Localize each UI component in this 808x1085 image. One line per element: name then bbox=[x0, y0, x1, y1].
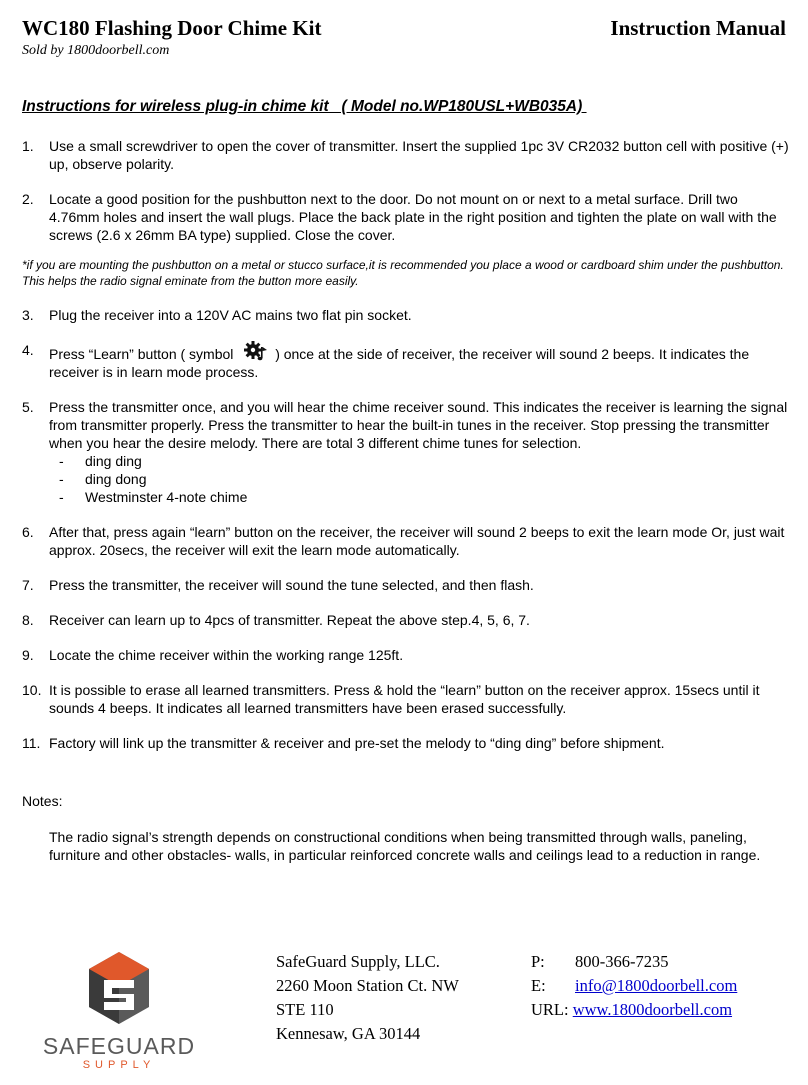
step-10 bbox=[22, 681, 792, 717]
contact-info bbox=[531, 950, 737, 1022]
step-text: After that, press again “learn” button on the receiver, the receiver will sound 2 beeps to exit the learn mode Or, just wait approx. 20secs, the receiver will exit the learn mode automatically. bbox=[49, 524, 785, 558]
tune-dash: - bbox=[59, 489, 64, 505]
phone-row bbox=[531, 950, 737, 974]
tune-item bbox=[49, 488, 792, 506]
step-1 bbox=[22, 137, 792, 173]
tune-name: Westminster 4-note chime bbox=[85, 489, 248, 505]
step-text-before: Press “Learn” button ( symbol bbox=[49, 346, 234, 362]
manual-type: Instruction Manual bbox=[610, 16, 786, 40]
tune-item bbox=[49, 470, 792, 488]
step-text: Use a small screwdriver to open the cover of transmitter. Insert the supplied 1pc 3V CR2032 button cell with positive (+) up, observe polarity. bbox=[49, 138, 789, 172]
instructions bbox=[22, 137, 792, 864]
section-title: Instructions for wireless plug-in chime kit ( Model no.WP180USL+WB035A) bbox=[22, 98, 587, 115]
step-4 bbox=[22, 341, 792, 381]
url-label: URL: bbox=[531, 1000, 569, 1019]
suite: STE 110 bbox=[276, 1000, 334, 1019]
seller-line: Sold by 1800doorbell.com bbox=[22, 43, 170, 58]
footer bbox=[0, 950, 808, 1080]
step-number: 3. bbox=[22, 307, 34, 323]
step-text: Press the transmitter, the receiver will sound the tune selected, and then flash. bbox=[49, 577, 534, 593]
step-number: 10. bbox=[22, 682, 42, 698]
step-9 bbox=[22, 646, 792, 664]
notes-label: Notes: bbox=[22, 793, 63, 809]
website-link[interactable]: www.1800doorbell.com bbox=[572, 1000, 733, 1019]
step-number: 1. bbox=[22, 138, 34, 154]
safeguard-logo bbox=[28, 950, 210, 1070]
step-number: 8. bbox=[22, 612, 34, 628]
manual-title: WC180 Flashing Door Chime Kit bbox=[22, 16, 322, 40]
tune-item bbox=[49, 452, 792, 470]
notes-text: The radio signal’s strength depends on constructional conditions when being transmitted through walls, paneling, furniture and other obstacles- walls, in particular reinforced concrete walls and ceilings lead to a reduction in range. bbox=[49, 829, 761, 863]
step-3 bbox=[22, 306, 792, 324]
step-text: Receiver can learn up to 4pcs of transmitter. Repeat the above step.4, 5, 6, 7. bbox=[49, 612, 530, 628]
company-name: SafeGuard Supply, LLC. bbox=[276, 952, 440, 971]
tune-name: ding ding bbox=[85, 453, 142, 469]
phone-number: 800-366-7235 bbox=[575, 952, 669, 971]
city-state-zip: Kennesaw, GA 30144 bbox=[276, 1024, 421, 1043]
step-number: 9. bbox=[22, 647, 34, 663]
step-text bbox=[49, 341, 792, 381]
tune-name: ding dong bbox=[85, 471, 147, 487]
step-text: Factory will link up the transmitter & receiver and pre-set the melody to “ding ding” before shipment. bbox=[49, 735, 665, 751]
step-number: 11. bbox=[22, 735, 41, 751]
phone-label: P: bbox=[531, 952, 545, 971]
logo-subword: SUPPLY bbox=[82, 1059, 156, 1070]
tune-dash: - bbox=[59, 453, 64, 469]
tune-dash: - bbox=[59, 471, 64, 487]
step-text-after: ) once at the side of receiver, the receiver will sound 2 beeps. It indicates the receiver is in learn mode process. bbox=[49, 346, 750, 380]
email-label: E: bbox=[531, 976, 546, 995]
step-text: It is possible to erase all learned transmitters. Press & hold the “learn” button on the receiver approx. 15secs until it sounds 4 beeps. It indicates all learned transmitters have been erased successfully. bbox=[49, 682, 760, 716]
street-address: 2260 Moon Station Ct. NW bbox=[276, 976, 459, 995]
step-text: Locate a good position for the pushbutton next to the door. Do not mount on or next to a metal surface. Drill two 4.76mm holes and insert the wall plugs. Place the back plate in the right position and tighten the plate on wall with the screws (2.6 x 26mm BA type) supplied. Close the cover. bbox=[49, 191, 777, 243]
mounting-note: *if you are mounting the pushbutton on a metal or stucco surface,it is recommended you place a wood or cardboard shim under the pushbutton. This helps the radio signal eminate from the button more easily. bbox=[22, 258, 784, 288]
learn-gear-icon bbox=[237, 341, 271, 363]
email-row bbox=[531, 974, 737, 998]
step-number: 7. bbox=[22, 577, 34, 593]
step-6 bbox=[22, 523, 792, 559]
step-5 bbox=[22, 398, 792, 506]
step-number: 4. bbox=[22, 342, 34, 358]
step-text: Locate the chime receiver within the working range 125ft. bbox=[49, 647, 404, 663]
step-text: Plug the receiver into a 120V AC mains two flat pin socket. bbox=[49, 307, 412, 323]
step-7 bbox=[22, 576, 792, 594]
step-number: 6. bbox=[22, 524, 34, 540]
step-2 bbox=[22, 190, 792, 244]
company-address bbox=[276, 950, 459, 1046]
step-8 bbox=[22, 611, 792, 629]
step-number: 2. bbox=[22, 191, 34, 207]
step-11 bbox=[22, 734, 792, 752]
step-number: 5. bbox=[22, 399, 34, 415]
step-text: Press the transmitter once, and you will hear the chime receiver sound. This indicates the receiver is learning the signal from transmitter properly. Press the transmitter to hear the built-in tunes in the receiver. Stop pressing the transmitter when you hear the desire melody. There are total 3 different chime tunes for selection. bbox=[49, 399, 788, 451]
email-link[interactable]: info@1800doorbell.com bbox=[575, 976, 738, 995]
logo-wordmark: SAFEGUARD bbox=[42, 1033, 196, 1059]
url-row bbox=[531, 998, 737, 1022]
